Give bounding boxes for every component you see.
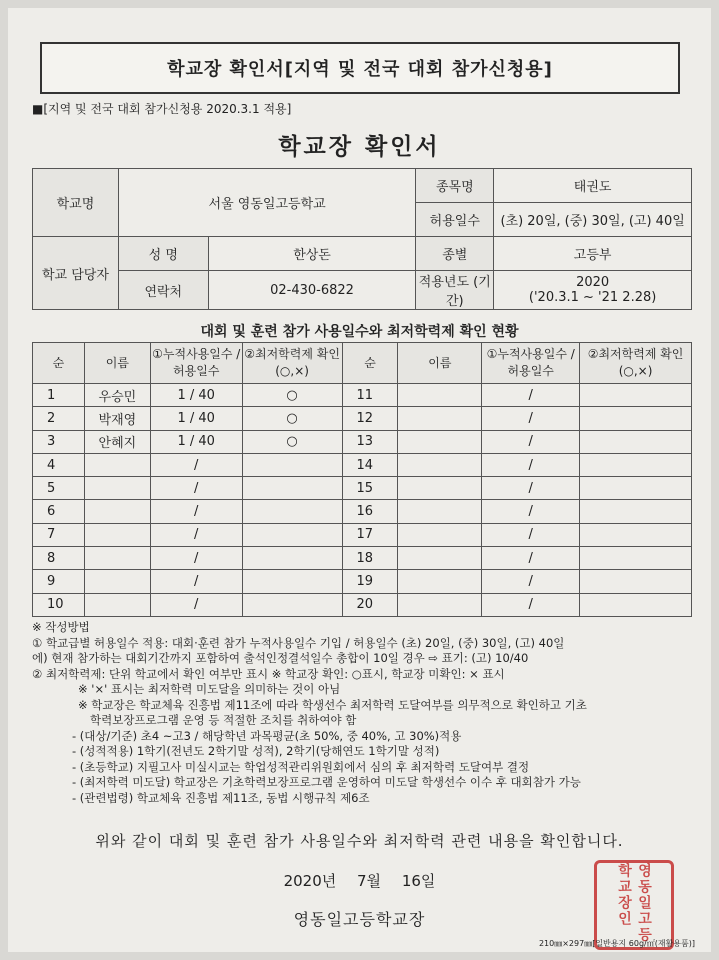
grade-check	[580, 453, 692, 476]
athlete-name: 우승민	[84, 384, 150, 407]
table-row	[33, 407, 692, 430]
row-number: 18	[342, 547, 398, 570]
grade-check	[580, 570, 692, 593]
instruction-line: - (초등학교) 지필고사 미실시교는 학업성적관리위원회에서 심의 후 최저학력 도달여부 결정	[72, 759, 530, 774]
row-number: 3	[33, 430, 85, 453]
instruction-line: ② 최저학력제: 단위 학교에서 확인 여부만 표시 ※ 학교장 확인: ○표시, 학교장 미확인: × 표시	[32, 666, 505, 681]
document-page	[8, 8, 711, 952]
date-year: 2020년	[283, 872, 337, 890]
manager-name-value: 한상돈	[208, 237, 416, 271]
row-number: 4	[33, 453, 85, 476]
athlete-name	[398, 477, 482, 500]
athlete-name	[398, 500, 482, 523]
grade-check	[242, 477, 342, 500]
table-row	[33, 523, 692, 546]
principal-signature-line: 영동일고등학교장	[293, 910, 426, 929]
instruction-line: - (대상/기준) 초4 ~고3 / 해당학년 과목평균(초 50%, 중 40%, 고 30%)적용	[72, 728, 462, 743]
document-banner: 학교장 확인서[지역 및 전국 대회 참가신청용]	[40, 42, 680, 94]
row-number: 19	[342, 570, 398, 593]
date-month: 7월	[357, 872, 382, 890]
manager-name-label: 성 명	[118, 237, 208, 271]
athlete-name	[84, 547, 150, 570]
writing-instructions	[32, 620, 702, 806]
cumulative-days: /	[482, 477, 580, 500]
row-number: 14	[342, 453, 398, 476]
athlete-name	[398, 593, 482, 616]
row-number: 12	[342, 407, 398, 430]
contact-value: 02-430-6822	[208, 271, 416, 310]
athlete-name	[398, 384, 482, 407]
cumulative-days: /	[150, 593, 242, 616]
row-number: 2	[33, 407, 85, 430]
cumulative-days: /	[482, 430, 580, 453]
grade-check: ○	[242, 384, 342, 407]
header-grade: ②최저학력제 확인(○,×)	[580, 343, 692, 384]
instruction-line: - (성적적용) 1학기(전년도 2학기말 성적), 2학기(당해연도 1학기말 성적)	[72, 744, 440, 758]
athlete-name	[398, 523, 482, 546]
grade-check	[580, 477, 692, 500]
table-row	[33, 453, 692, 476]
athlete-status-table	[32, 342, 692, 617]
document-title: 학교장 확인서	[278, 134, 441, 160]
row-number: 10	[33, 593, 85, 616]
paper-spec-footer: 210㎜×297㎜[일반용지 60g/㎡(재활용품)]	[538, 939, 695, 948]
table-row	[33, 384, 692, 407]
cumulative-days: 1 / 40	[150, 384, 242, 407]
apply-year-cell	[494, 271, 692, 310]
division-label: 종별	[416, 237, 494, 271]
school-manager-label: 학교 담당자	[33, 237, 119, 310]
apply-period-value: ('20.3.1 ~ '21 2.28)	[528, 290, 657, 305]
grade-check	[580, 407, 692, 430]
cumulative-days: /	[150, 453, 242, 476]
instruction-line: 에) 현재 참가하는 대회기간까지 포함하여 출석인정결석일수 총합이 10일 경우 ⇨ 표기: (고) 10/40	[32, 651, 529, 665]
athlete-name	[398, 453, 482, 476]
athlete-name	[398, 570, 482, 593]
cumulative-days: /	[482, 384, 580, 407]
table-row	[33, 547, 692, 570]
cumulative-days: /	[150, 477, 242, 500]
row-number: 8	[33, 547, 85, 570]
header-days: ①누적사용일수 /허용일수	[482, 343, 580, 384]
cumulative-days: /	[482, 523, 580, 546]
row-number: 5	[33, 477, 85, 500]
instruction-line: ※ 학교장은 학교체육 진흥법 제11조에 따라 학생선수 최저학력 도달여부를 의무적으로 확인하고 기초	[78, 697, 587, 712]
table-row	[33, 593, 692, 616]
confirmation-statement: 위와 같이 대회 및 훈련 참가 사용일수와 최저학력 관련 내용을 확인합니다.	[95, 832, 624, 850]
instruction-line: ① 학교급별 허용일수 적용: 대회·훈련 참가 누적사용일수 기입 / 허용일수 (초) 20일, (중) 30일, (고) 40일	[32, 635, 565, 650]
table-row	[33, 500, 692, 523]
school-info-table	[32, 168, 692, 310]
grade-check	[242, 547, 342, 570]
cumulative-days: /	[150, 500, 242, 523]
header-name: 이름	[84, 343, 150, 384]
header-name: 이름	[398, 343, 482, 384]
table-row	[33, 430, 692, 453]
instruction-line: ※ '×' 표시는 최저학력 미도달을 의미하는 것이 아님	[78, 682, 341, 696]
header-no: 순	[33, 343, 85, 384]
cumulative-days: /	[150, 523, 242, 546]
grade-check	[580, 593, 692, 616]
official-seal-stamp: 영동일고등학교장인	[594, 860, 674, 950]
school-name-value: 서울 영동일고등학교	[118, 169, 416, 237]
grade-check: ○	[242, 407, 342, 430]
athlete-name: 박재영	[84, 407, 150, 430]
cumulative-days: /	[482, 453, 580, 476]
grade-check	[580, 523, 692, 546]
instruction-line: 학력보장프로그램 운영 등 적절한 조치를 취하여야 함	[90, 713, 357, 727]
row-number: 20	[342, 593, 398, 616]
athlete-name	[84, 453, 150, 476]
contact-label: 연락처	[118, 271, 208, 310]
row-number: 13	[342, 430, 398, 453]
applicable-note: ■[지역 및 전국 대회 참가신청용 2020.3.1 적용]	[32, 102, 292, 116]
cumulative-days: /	[482, 570, 580, 593]
grade-check	[242, 500, 342, 523]
date-day: 16일	[401, 872, 436, 890]
athlete-name	[398, 407, 482, 430]
status-section-title: 대회 및 훈련 참가 사용일수와 최저학력제 확인 현황	[200, 324, 519, 340]
athlete-name	[84, 477, 150, 500]
row-number: 15	[342, 477, 398, 500]
apply-year-value: 2020	[576, 275, 610, 290]
table-row	[33, 570, 692, 593]
header-no: 순	[342, 343, 398, 384]
row-number: 16	[342, 500, 398, 523]
allowed-days-label: 허용일수	[416, 203, 494, 237]
grade-check	[580, 430, 692, 453]
row-number: 11	[342, 384, 398, 407]
cumulative-days: /	[482, 593, 580, 616]
athlete-name	[84, 500, 150, 523]
cumulative-days: /	[150, 570, 242, 593]
division-value: 고등부	[494, 237, 692, 271]
athlete-name	[84, 523, 150, 546]
header-grade: ②최저학력제 확인(○,×)	[242, 343, 342, 384]
apply-year-label: 적용년도 (기간)	[416, 271, 494, 310]
cumulative-days: /	[482, 500, 580, 523]
athlete-name: 안혜지	[84, 430, 150, 453]
grade-check	[580, 547, 692, 570]
row-number: 7	[33, 523, 85, 546]
cumulative-days: 1 / 40	[150, 430, 242, 453]
grade-check	[580, 384, 692, 407]
cumulative-days: /	[482, 547, 580, 570]
row-number: 1	[33, 384, 85, 407]
cumulative-days: 1 / 40	[150, 407, 242, 430]
cumulative-days: /	[482, 407, 580, 430]
athlete-name	[398, 547, 482, 570]
row-number: 9	[33, 570, 85, 593]
instruction-line: - (최저학력 미도달) 학교장은 기초학력보장프로그램 운영하여 미도달 학생선수 이수 후 대회참가 가능	[72, 775, 581, 789]
grade-check	[242, 570, 342, 593]
event-value: 태권도	[494, 169, 692, 203]
grade-check	[242, 593, 342, 616]
header-days: ①누적사용일수 /허용일수	[150, 343, 242, 384]
table-row	[33, 477, 692, 500]
grade-check	[580, 500, 692, 523]
grade-check: ○	[242, 430, 342, 453]
grade-check	[242, 453, 342, 476]
school-name-label: 학교명	[33, 169, 119, 237]
row-number: 17	[342, 523, 398, 546]
athlete-name	[84, 593, 150, 616]
cumulative-days: /	[150, 547, 242, 570]
athlete-name	[398, 430, 482, 453]
athlete-name	[84, 570, 150, 593]
grade-check	[242, 523, 342, 546]
event-label: 종목명	[416, 169, 494, 203]
instruction-line: - (관련법령) 학교체육 진흥법 제11조, 동법 시행규칙 제6조	[72, 790, 370, 805]
allowed-days-value: (초) 20일, (중) 30일, (고) 40일	[494, 203, 692, 237]
row-number: 6	[33, 500, 85, 523]
instruction-line: ※ 작성방법	[32, 620, 90, 634]
